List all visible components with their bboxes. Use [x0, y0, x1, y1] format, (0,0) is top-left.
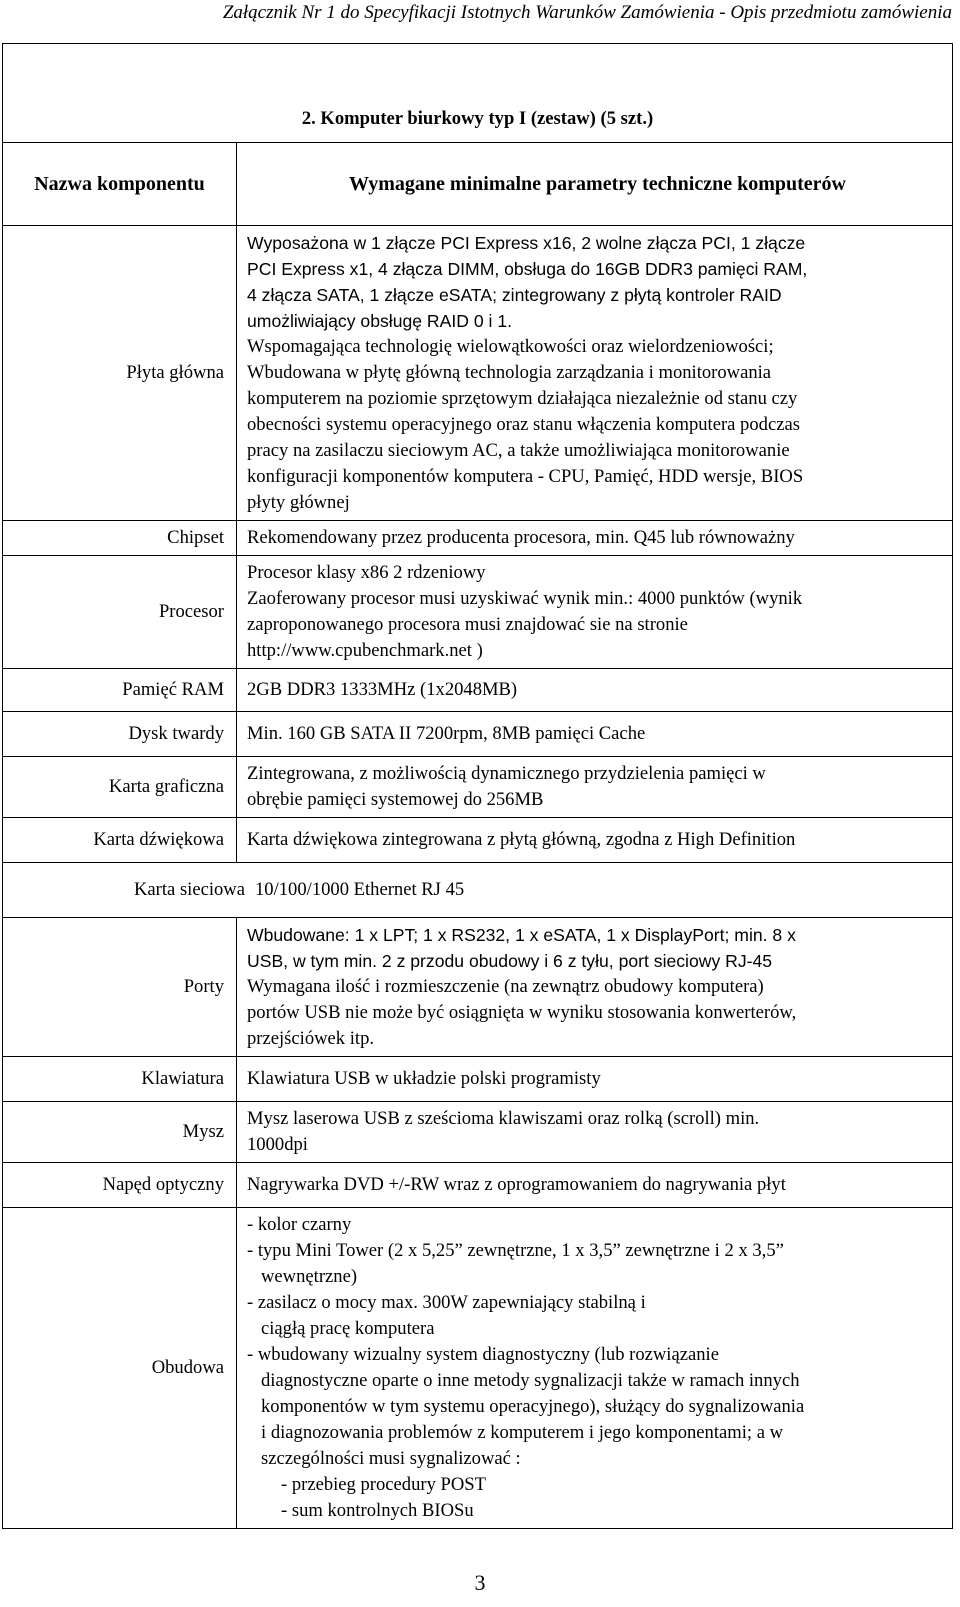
row-procesor: [3, 556, 953, 669]
spec-line: USB, w tym min. 2 z przodu obudowy i 6 z tyłu, port sieciowy RJ-45: [247, 951, 773, 971]
component-requirements: [237, 226, 953, 521]
spec-line: wewnętrzne): [261, 1266, 358, 1287]
component-requirements: [237, 757, 953, 818]
spec-line: - kolor czarny: [247, 1214, 352, 1235]
merged-row: [3, 863, 953, 918]
component-name: Klawiatura: [3, 1057, 237, 1102]
row-dysk-twardy: [3, 712, 953, 757]
spec-line: Wymagana ilość i rozmieszczenie (na zewnątrz obudowy komputera): [247, 976, 764, 997]
row-karta-graficzna: [3, 757, 953, 818]
row-klawiatura: [3, 1057, 953, 1102]
spec-line: Wspomagająca technologię wielowątkowości oraz wielordzeniowości;: [247, 336, 774, 357]
row-plyta-glowna: [3, 226, 953, 521]
spec-line: obrębie pamięci systemowej do 256MB: [247, 789, 544, 810]
section-title-row: [3, 44, 953, 143]
component-name: Pamięć RAM: [3, 669, 237, 712]
spec-line: diagnostyczne oparte o inne metody sygnalizacji także w ramach innych: [261, 1370, 800, 1391]
component-requirements: [237, 1102, 953, 1163]
spec-line: http://www.cpubenchmark.net ): [247, 640, 483, 661]
component-requirements: 10/100/1000 Ethernet RJ 45: [255, 879, 465, 900]
component-requirements: 2GB DDR3 1333MHz (1x2048MB): [237, 669, 953, 712]
document-header: Załącznik Nr 1 do Specyfikacji Istotnych Warunków Zamówienia - Opis przedmiotu zamówienia: [222, 2, 952, 23]
spec-line: ciągłą pracę komputera: [261, 1318, 435, 1339]
component-name: Płyta główna: [3, 226, 237, 521]
column-header-row: [3, 143, 953, 226]
spec-line: zaproponowanego procesora musi znajdować sie na stronie: [247, 614, 688, 635]
component-name: Chipset: [3, 521, 237, 556]
page-number: 3: [474, 1570, 486, 1595]
spec-line: 1000dpi: [247, 1134, 308, 1155]
spec-line: konfiguracji komponentów komputera - CPU, Pamięć, HDD wersje, BIOS: [247, 466, 804, 487]
component-name: Karta dźwiękowa: [3, 818, 237, 863]
row-pamiec-ram: [3, 669, 953, 712]
spec-line: Mysz laserowa USB z sześcioma klawiszami oraz rolką (scroll) min.: [247, 1108, 760, 1129]
component-name: Obudowa: [3, 1208, 237, 1529]
row-karta-sieciowa: [3, 863, 953, 918]
spec-line: - sum kontrolnych BIOSu: [281, 1500, 474, 1521]
component-requirements: Rekomendowany przez producenta procesora, min. Q45 lub równoważny: [237, 521, 953, 556]
column-header-component: Nazwa komponentu: [3, 143, 237, 226]
row-karta-dzwiekowa: [3, 818, 953, 863]
component-requirements: [237, 918, 953, 1057]
component-name: Mysz: [3, 1102, 237, 1163]
row-chipset: [3, 521, 953, 556]
spec-line: - zasilacz o mocy max. 300W zapewniający stabilną i: [247, 1292, 646, 1313]
spec-line: obecności systemu operacyjnego oraz stanu włączenia komputera podczas: [247, 414, 800, 435]
component-requirements: Min. 160 GB SATA II 7200rpm, 8MB pamięci Cache: [237, 712, 953, 757]
row-obudowa: [3, 1208, 953, 1529]
spec-line: 4 złącza SATA, 1 złącze eSATA; zintegrowany z płytą kontroler RAID: [247, 285, 782, 305]
spec-line: komputerem na poziomie sprzętowym działająca niezależnie od stanu czy: [247, 388, 798, 409]
spec-line: portów USB nie może być osiągnięta w wyniku stosowania konwerterów,: [247, 1002, 797, 1023]
spec-line: - typu Mini Tower (2 x 5,25” zewnętrzne, 1 x 3,5” zewnętrzne i 2 x 3,5”: [247, 1240, 784, 1261]
component-requirements: Klawiatura USB w układzie polski programisty: [237, 1057, 953, 1102]
spec-line: szczególności musi sygnalizować :: [261, 1448, 521, 1469]
spec-line: PCI Express x1, 4 złącza DIMM, obsługa do 16GB DDR3 pamięci RAM,: [247, 259, 808, 279]
component-name: Karta sieciowa: [134, 879, 245, 900]
component-name: Procesor: [3, 556, 237, 669]
spec-line: Zintegrowana, z możliwością dynamicznego przydzielenia pamięci w: [247, 763, 766, 784]
spec-line: - przebieg procedury POST: [281, 1474, 486, 1495]
spec-line: pracy na zasilaczu sieciowym AC, a także umożliwiająca monitorowanie: [247, 440, 790, 461]
spec-line: przejściówek itp.: [247, 1028, 375, 1049]
row-naped-optyczny: [3, 1163, 953, 1208]
spec-line: - wbudowany wizualny system diagnostyczny (lub rozwiązanie: [247, 1344, 719, 1365]
row-mysz: [3, 1102, 953, 1163]
component-name: Dysk twardy: [3, 712, 237, 757]
component-requirements: Nagrywarka DVD +/-RW wraz z oprogramowaniem do nagrywania płyt: [237, 1163, 953, 1208]
spec-line: komponentów w tym systemu operacyjnego), służący do sygnalizowania: [261, 1396, 805, 1417]
component-name: Napęd optyczny: [3, 1163, 237, 1208]
spec-line: płyty głównej: [247, 492, 350, 513]
component-name: Porty: [3, 918, 237, 1057]
spec-line: Wyposażona w 1 złącze PCI Express x16, 2 wolne złącza PCI, 1 złącze: [247, 233, 806, 253]
component-requirements: [237, 1208, 953, 1529]
spec-line: Wbudowane: 1 x LPT; 1 x RS232, 1 x eSATA, 1 x DisplayPort; min. 8 x: [247, 925, 796, 945]
spec-line: umożliwiający obsługę RAID 0 i 1.: [247, 311, 512, 331]
component-requirements: [237, 556, 953, 669]
spec-line: Wbudowana w płytę główną technologia zarządzania i monitorowania: [247, 362, 772, 383]
spec-line: Zaoferowany procesor musi uzyskiwać wynik min.: 4000 punktów (wynik: [247, 588, 803, 609]
component-name: Karta graficzna: [3, 757, 237, 818]
column-header-requirements: Wymagane minimalne parametry techniczne komputerów: [237, 143, 953, 226]
spec-line: Procesor klasy x86 2 rdzeniowy: [247, 562, 486, 583]
specification-table: [2, 43, 953, 1529]
spec-line: i diagnozowania problemów z komputerem i jego komponentami; a w: [261, 1422, 784, 1443]
row-porty: [3, 918, 953, 1057]
component-requirements: Karta dźwiękowa zintegrowana z płytą główną, zgodna z High Definition: [237, 818, 953, 863]
section-title: 2. Komputer biurkowy typ I (zestaw) (5 szt.): [3, 44, 953, 143]
